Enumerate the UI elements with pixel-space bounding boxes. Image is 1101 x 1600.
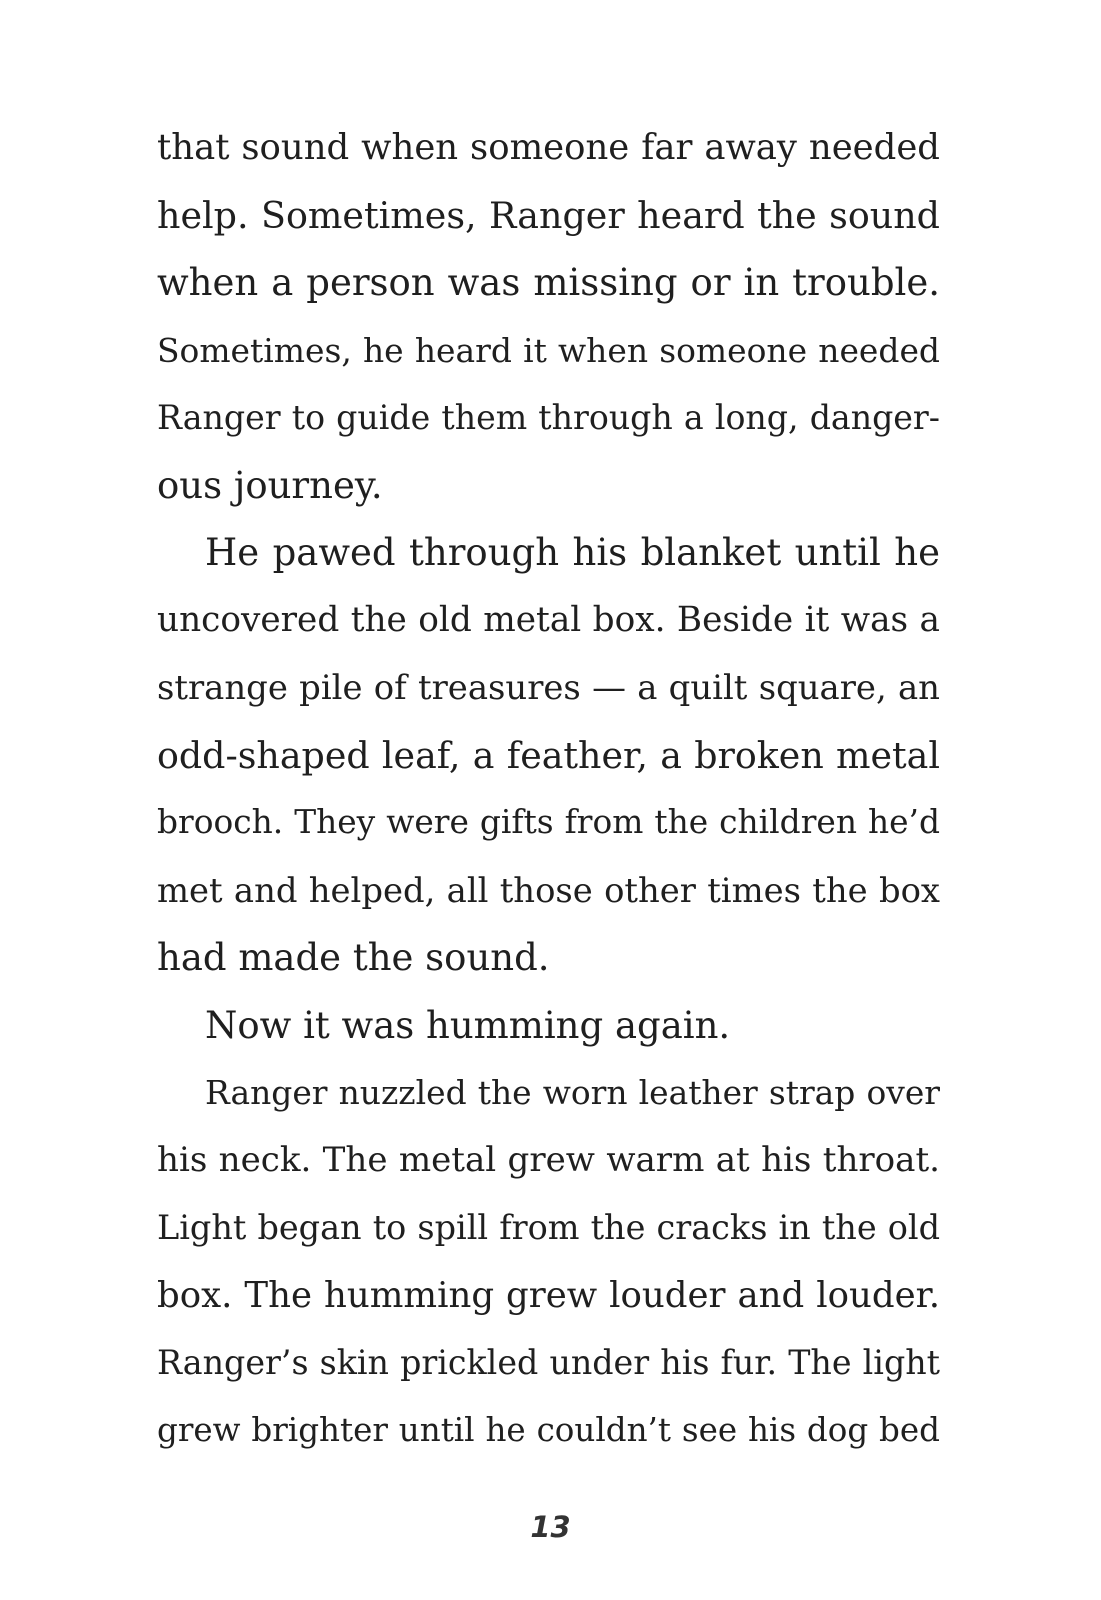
page-number: 13 [530, 1510, 571, 1544]
text-line: strange pile of treasures — a quilt square, an [157, 668, 940, 707]
text-line: odd-shaped leaf, a feather, a broken metal [157, 733, 940, 777]
text-line: had made the sound. [157, 936, 550, 979]
text-line: help. Sometimes, Ranger heard the sound [157, 193, 940, 237]
text-line: Ranger to guide them through a long, danger- [157, 398, 940, 437]
text-line: uncovered the old metal box. Beside it was a [157, 599, 940, 640]
text-line: grew brighter until he couldn’t see his dog bed [157, 1410, 940, 1449]
text-line: brooch. They were gifts from the children he’d [157, 803, 940, 841]
text-line: that sound when someone far away needed [157, 127, 940, 168]
text-line: Ranger nuzzled the worn leather strap over [205, 1073, 940, 1112]
body-text [157, 114, 940, 1464]
text-line: ous journey. [157, 463, 383, 507]
text-line: his neck. The metal grew warm at his throat. [157, 1139, 940, 1180]
text-line: when a person was missing or in trouble. [157, 261, 940, 304]
text-line: Sometimes, he heard it when someone needed [157, 330, 940, 370]
text-line: met and helped, all those other times the box [157, 870, 940, 910]
text-line: box. The humming grew louder and louder. [157, 1274, 940, 1316]
text-line: Light began to spill from the cracks in the old [157, 1208, 940, 1247]
text-line: Ranger’s skin prickled under his fur. The light [157, 1343, 940, 1382]
text-line: He pawed through his blanket until he [205, 531, 940, 574]
text-line: Now it was humming again. [205, 1003, 731, 1047]
